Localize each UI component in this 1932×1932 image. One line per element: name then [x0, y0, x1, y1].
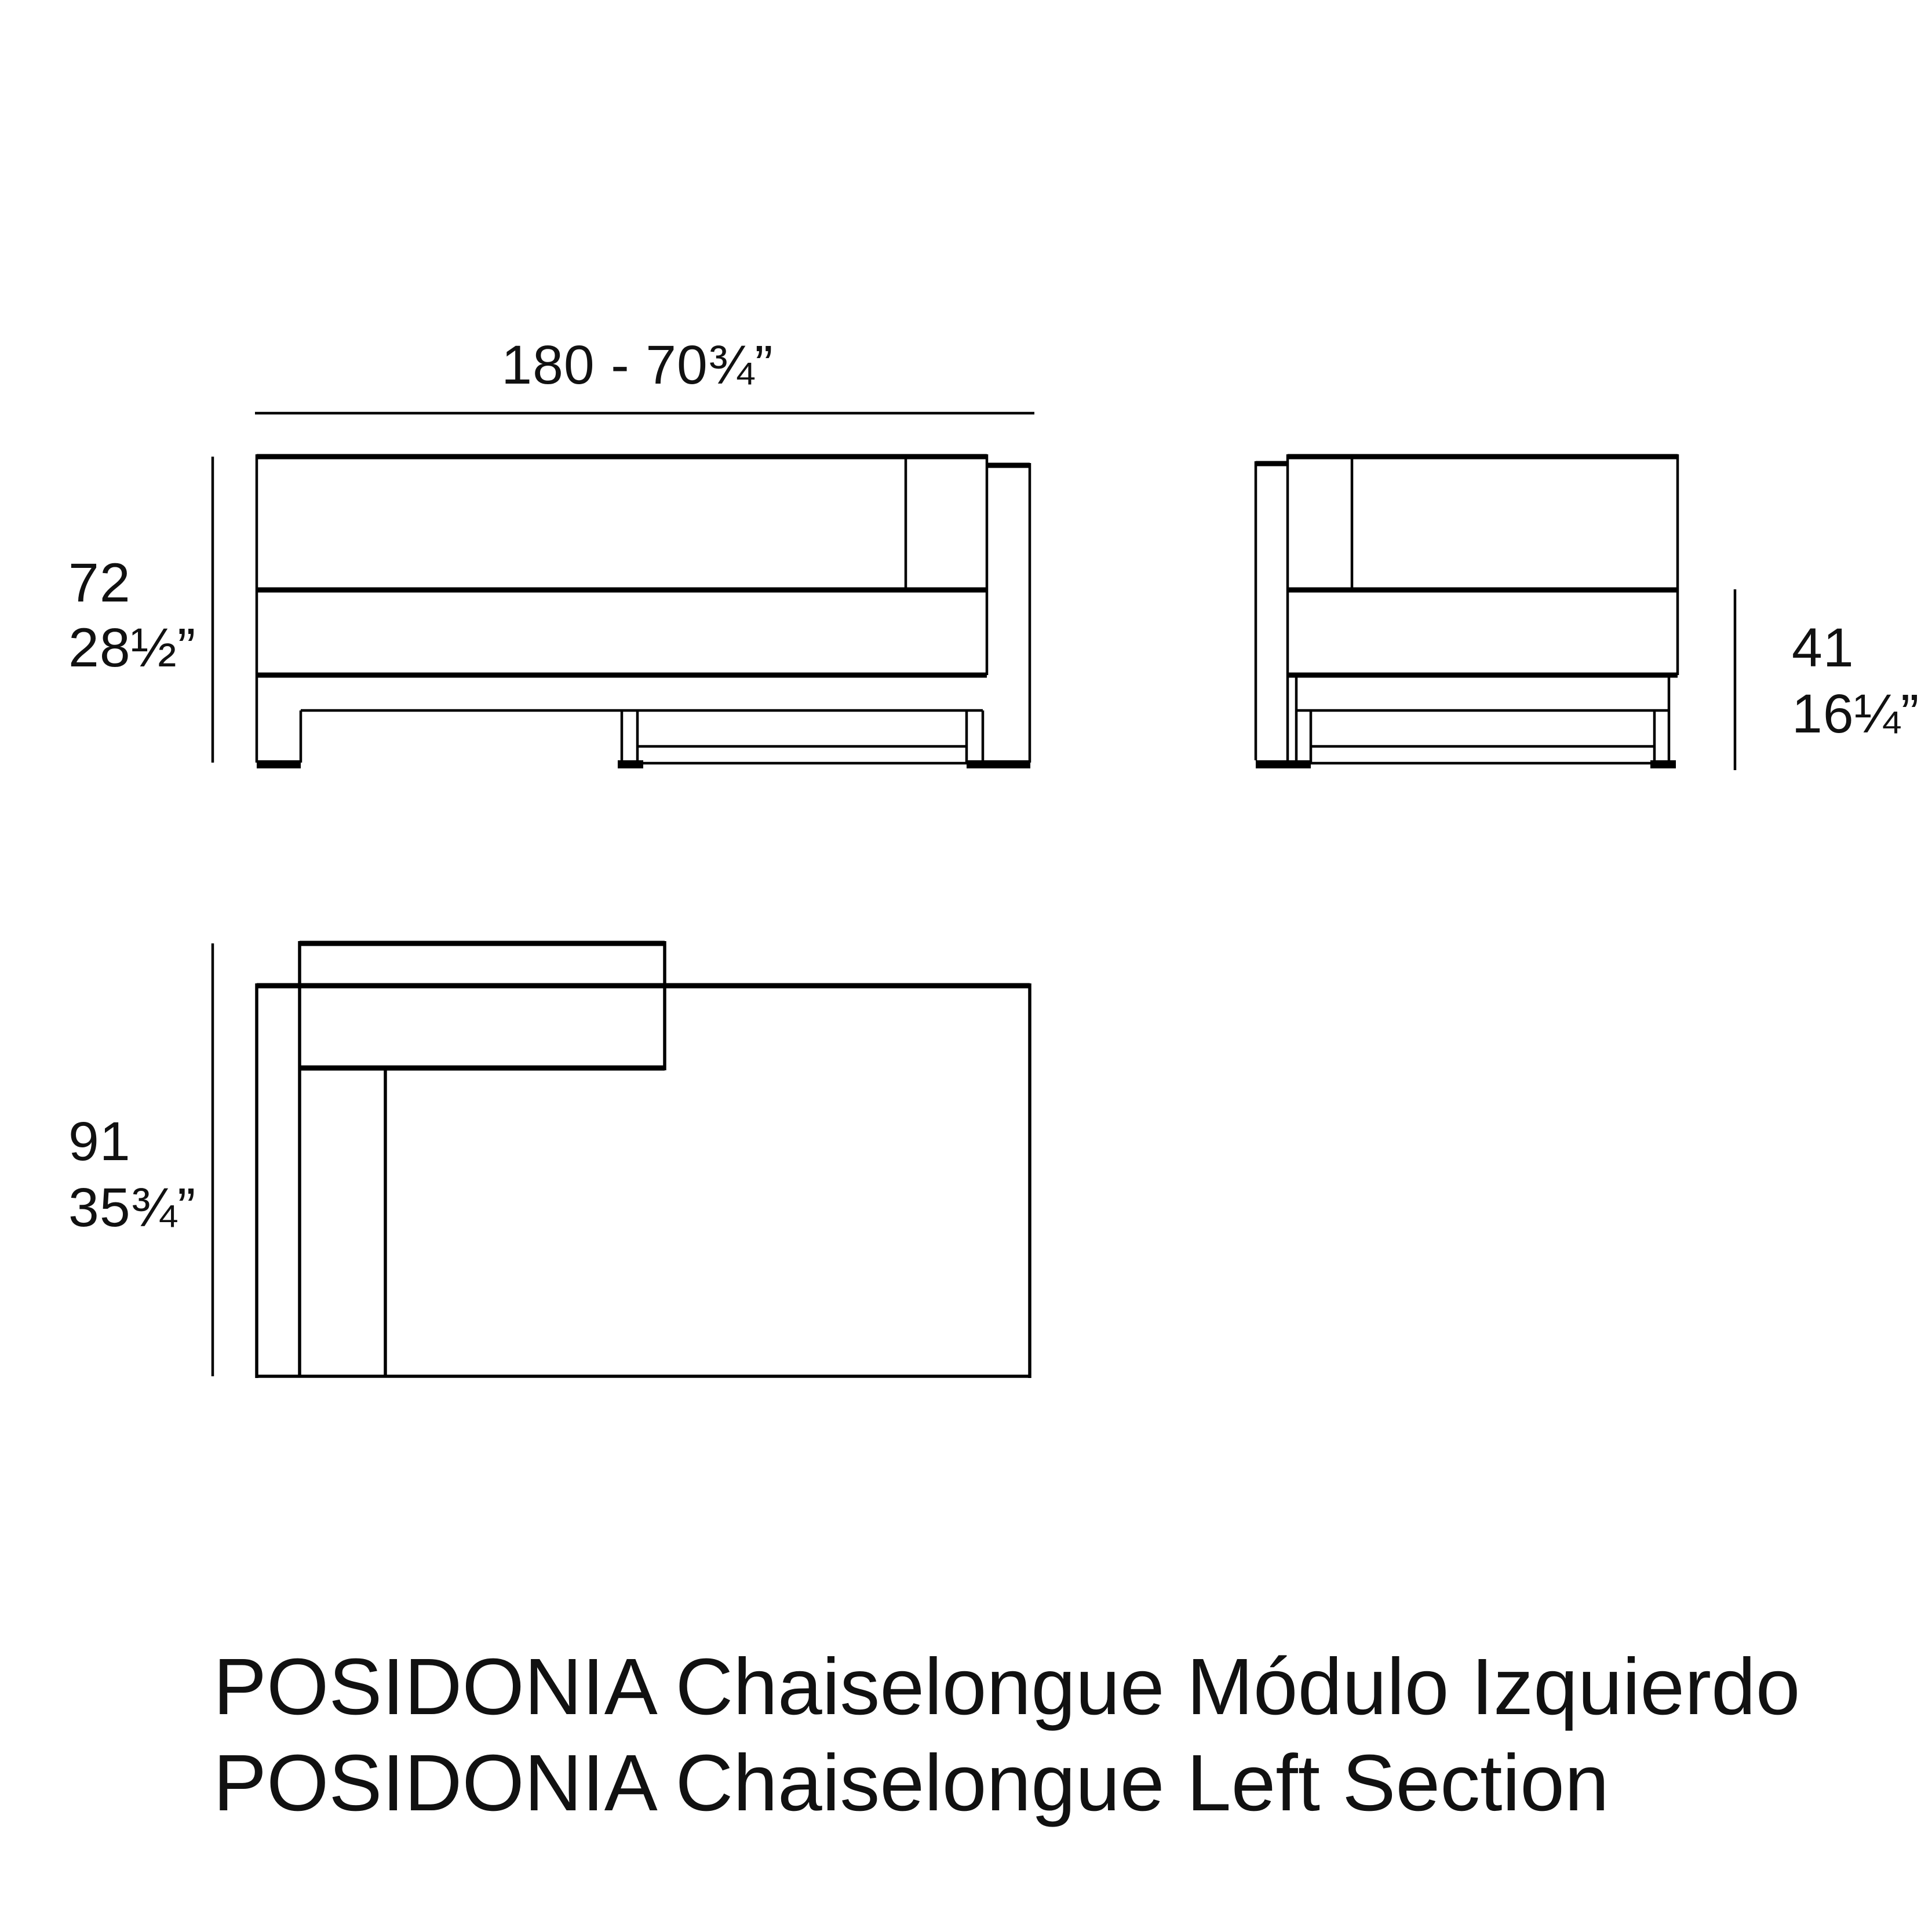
side-seat-height-label-cm: 41 — [1792, 617, 1854, 679]
front-view — [68, 334, 1034, 768]
side-seat-height-label-in: 16¼” — [1792, 683, 1920, 745]
top-depth-label-in: 35¾” — [68, 1177, 196, 1238]
front-height-label-in: 28½” — [68, 617, 196, 679]
side-left-foot — [1256, 760, 1311, 768]
front-height-label-cm: 72 — [68, 552, 131, 614]
top-view — [68, 941, 1030, 1378]
side-right-foot — [1650, 760, 1676, 768]
front-width-label: 180 - 70¾” — [501, 334, 774, 396]
top-depth-label-cm: 91 — [68, 1111, 131, 1172]
front-right-foot — [967, 760, 1030, 768]
front-mid-foot — [618, 760, 643, 768]
product-title-english: POSIDONIA Chaiselongue Left Section — [213, 1738, 1609, 1828]
title-block — [213, 1642, 1800, 1828]
front-left-foot — [257, 760, 301, 768]
side-view — [1256, 454, 1920, 770]
product-title-spanish: POSIDONIA Chaiselongue Módulo Izquierdo — [213, 1642, 1800, 1731]
